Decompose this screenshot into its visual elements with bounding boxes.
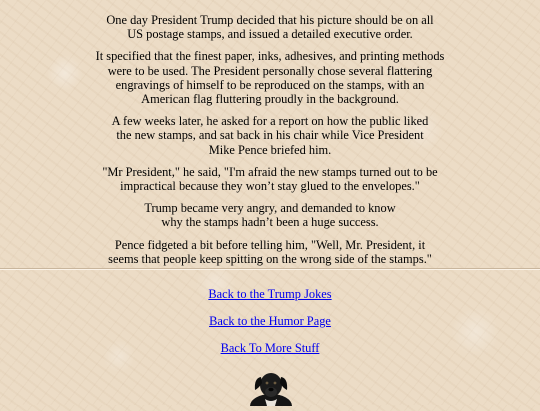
paragraph-3-line-3: Mike Pence briefed him.: [208, 142, 332, 157]
paragraph-4: [0, 165, 540, 193]
paragraph-1-line-1: One day President Trump decided that his picture should be on all: [106, 13, 434, 27]
paragraph-5: [0, 201, 540, 229]
paragraph-1-line-2: US postage stamps, and issued a detailed executive order.: [127, 27, 413, 42]
back-to-trump-jokes-link[interactable]: Back to the Trump Jokes: [208, 287, 332, 301]
paragraph-1: [0, 13, 540, 41]
paragraph-2-line-3: engravings of himself to be reproduced on the stamps, with an: [115, 77, 425, 92]
dog-icon: [241, 366, 301, 406]
paragraph-6-line-2: seems that people keep spitting on the wrong side of the stamps.": [108, 251, 432, 266]
black-dog-image: [241, 366, 301, 406]
paragraph-2-line-2: were to be used. The President personally chose several flattering: [107, 63, 433, 78]
paragraph-6-line-1: Pence fidgeted a bit before telling him, "Well, Mr. President, it: [114, 237, 426, 252]
back-to-more-stuff-link[interactable]: Back To More Stuff: [220, 341, 320, 355]
paragraph-3-line-1: A few weeks later, he asked for a report on how the public liked: [111, 114, 429, 129]
paragraph-2: [0, 49, 540, 106]
paragraph-3: [0, 114, 540, 157]
paragraph-4-line-2: impractical because they won’t stay glued to the envelopes.": [120, 179, 420, 194]
paragraph-3-line-2: the new stamps, and sat back in his chair while Vice President: [116, 128, 424, 143]
paragraph-5-line-2: why the stamps hadn’t been a huge success.: [161, 215, 379, 230]
back-to-humor-page-link[interactable]: Back to the Humor Page: [209, 314, 331, 328]
navigation-links: [0, 287, 540, 368]
paragraph-6: [0, 238, 540, 266]
horizontal-divider: [0, 268, 540, 270]
paragraph-2-line-1: It specified that the finest paper, inks, adhesives, and printing methods: [95, 49, 445, 64]
paragraph-2-line-4: American flag fluttering proudly in the background.: [141, 92, 399, 107]
paragraph-4-line-1: "Mr President," he said, "I'm afraid the new stamps turned out to be: [102, 164, 438, 179]
paragraph-5-line-1: Trump became very angry, and demanded to know: [144, 201, 396, 216]
joke-story: [0, 13, 540, 274]
